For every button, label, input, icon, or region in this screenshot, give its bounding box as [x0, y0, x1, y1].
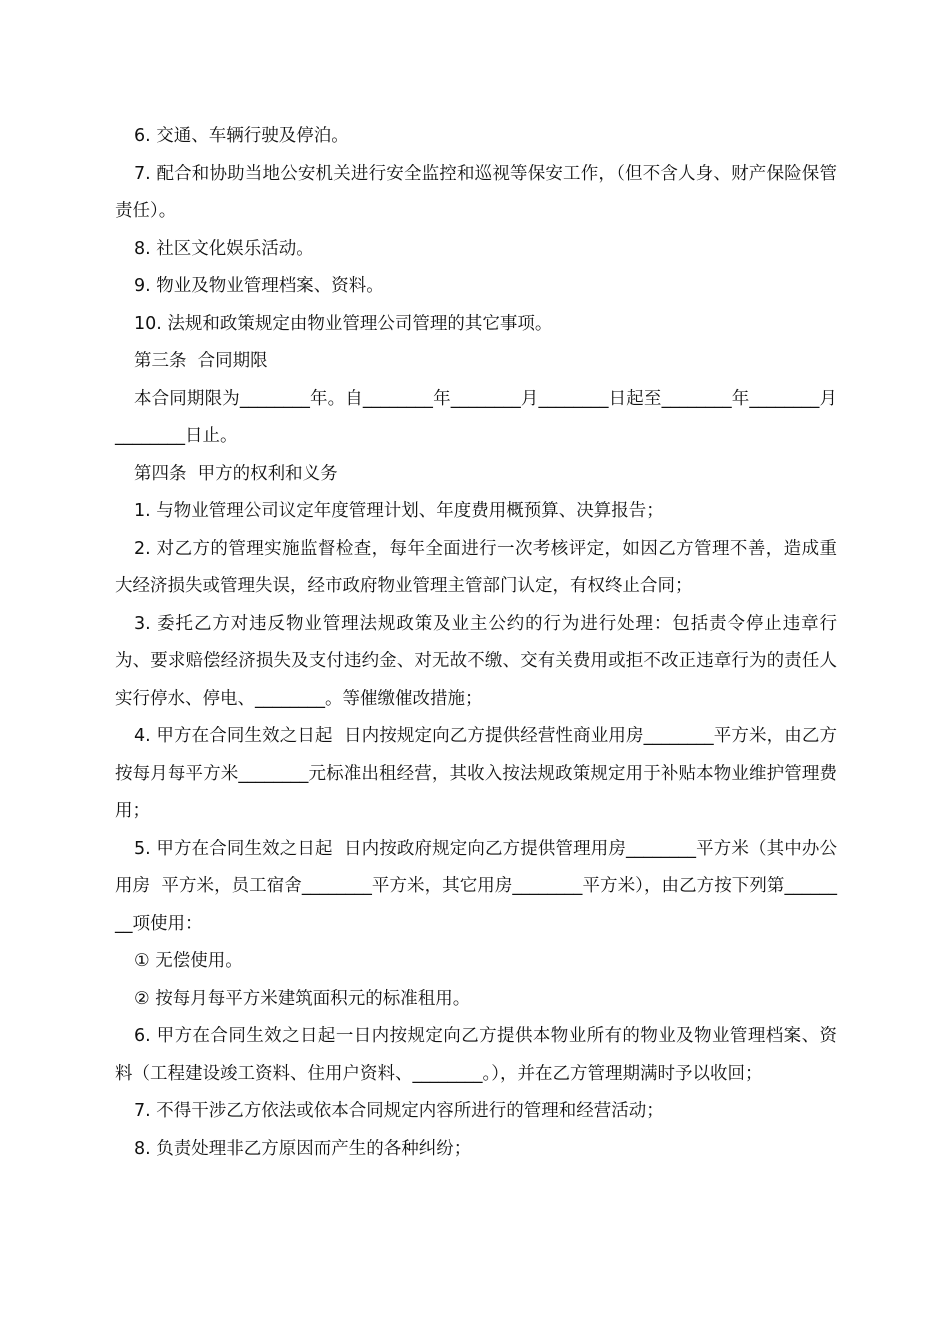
paragraph-party-a-8: 8. 负责处理非乙方原因而产生的各种纠纷； — [134, 1138, 472, 1159]
document-body — [115, 118, 837, 1168]
paragraph-party-a-7: 7. 不得干涉乙方依法或依本合同规定内容所进行的管理和经营活动； — [134, 1101, 664, 1121]
paragraph-party-a-5: 5. 甲方在合同生效之日起 日内按政府规定向乙方提供管理用房________平方米（其中办公用房 平方米，员工宿舍________平方米，其它用房________平方米），由乙方按下列第________项使用： — [115, 838, 837, 934]
paragraph-option-2: ② 按每月每平方米建筑面积元的标准租用。 — [134, 988, 471, 1009]
section-heading-article-4: 第四条 甲方的权利和义务 — [134, 463, 338, 484]
paragraph-option-1: ① 无偿使用。 — [134, 951, 243, 971]
paragraph-item-10-other: 10. 法规和政策规定由物业管理公司管理的其它事项。 — [134, 313, 553, 334]
paragraph-party-a-3: 3. 委托乙方对违反物业管理法规政策及业主公约的行为进行处理：包括责令停止违章行为、要求赔偿经济损失及支付违约金、对无故不缴、交有关费用或拒不改正违章行为的责任人实行停水、停电、________。等催缴催改措施； — [115, 613, 837, 709]
paragraph-item-8-community: 8. 社区文化娱乐活动。 — [134, 238, 314, 259]
paragraph-party-a-4: 4. 甲方在合同生效之日起 日内按规定向乙方提供经营性商业用房________平方米，由乙方按每月每平方米________元标准出租经营，其收入按法规政策规定用于补贴本物业维护管理费用； — [115, 726, 837, 821]
paragraph-party-a-1: 1. 与物业管理公司议定年度管理计划、年度费用概预算、决算报告； — [134, 501, 664, 521]
paragraph-item-9-archives: 9. 物业及物业管理档案、资料。 — [134, 276, 384, 296]
paragraph-item-6-traffic: 6. 交通、车辆行驶及停泊。 — [134, 126, 349, 146]
paragraph-item-7-security: 7. 配合和协助当地公安机关进行安全监控和巡视等保安工作，（但不含人身、财产保险保管责任）。 — [115, 163, 837, 221]
paragraph-party-a-6: 6. 甲方在合同生效之日起一日内按规定向乙方提供本物业所有的物业及物业管理档案、资料（工程建设竣工资料、住用户资料、________。），并在乙方管理期满时予以收回； — [115, 1026, 837, 1084]
paragraph-party-a-2: 2. 对乙方的管理实施监督检查，每年全面进行一次考核评定，如因乙方管理不善，造成重大经济损失或管理失误，经市政府物业管理主管部门认定，有权终止合同； — [115, 538, 837, 596]
paragraph-contract-term: 本合同期限为________年。自________年________月________日起至________年________月________日止。 — [115, 388, 837, 446]
section-heading-article-3: 第三条 合同期限 — [134, 351, 268, 371]
